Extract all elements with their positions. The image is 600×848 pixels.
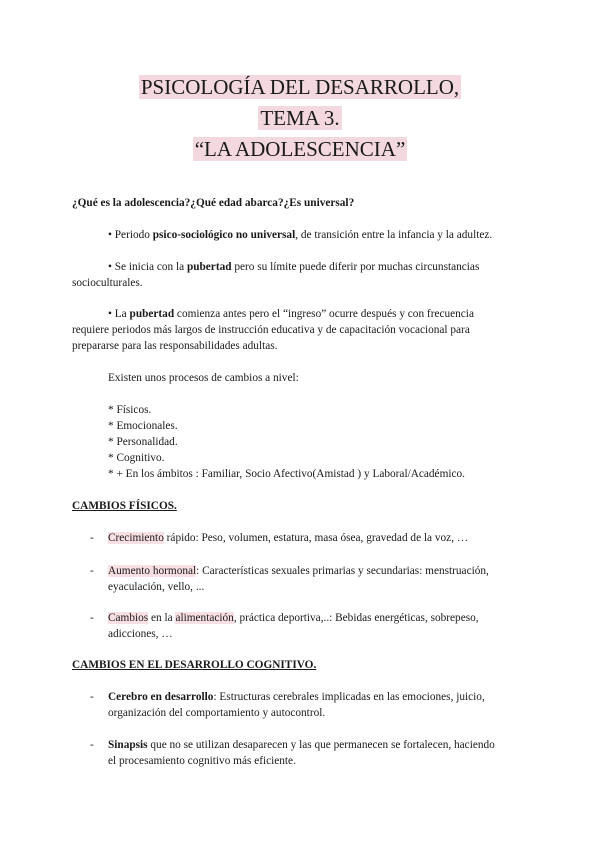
- cognitivo-item-2-line-2: el procesamiento cognitivo más eficiente.: [108, 755, 296, 767]
- cognitivo-item-2: [108, 737, 495, 753]
- process-item: * Personalidad.: [108, 436, 178, 448]
- cognitivo-item-1: [108, 689, 485, 705]
- list-dash: -: [90, 565, 94, 577]
- cognitivo-item-2-text: que no se utilizan desaparecen y las que permanecen se fortalecen, haciendo: [147, 739, 495, 751]
- document-title: [0, 72, 600, 165]
- cognitivo-item-1-bold: Cerebro en desarrollo: [108, 691, 214, 703]
- bullet-3: [108, 306, 474, 322]
- processes-intro: Existen unos procesos de cambios a nivel:: [108, 372, 299, 384]
- bullet-2-line-2: socioculturales.: [72, 277, 143, 289]
- highlight-crecimiento: Crecimiento: [108, 532, 164, 544]
- list-dash: -: [90, 532, 94, 544]
- bullet-2: [108, 259, 479, 275]
- fisicos-item-3-mid: en la: [148, 612, 176, 624]
- cognitivo-item-2-bold: Sinapsis: [108, 739, 148, 751]
- title-line-1: PSICOLOGÍA DEL DESARROLLO,: [140, 75, 460, 99]
- fisicos-item-2-text: : Características sexuales primarias y secundarias: menstruación,: [196, 565, 489, 577]
- list-dash: -: [90, 612, 94, 624]
- bullet-3-bold: pubertad: [129, 308, 175, 320]
- list-dash: -: [90, 691, 94, 703]
- fisicos-item-3-text: , práctica deportiva,..: Bebidas energéticas, sobrepeso,: [233, 612, 479, 624]
- cognitivo-item-1-text: : Estructuras cerebrales implicadas en las emociones, juicio,: [213, 691, 485, 703]
- fisicos-item-3: [108, 610, 479, 626]
- highlight-alimentacion: alimentación: [175, 612, 234, 624]
- bullet-3-text: comienza antes pero el “ingreso” ocurre después y con frecuencia: [174, 308, 474, 320]
- bullet-2-bold: pubertad: [186, 261, 232, 273]
- bullet-1: [108, 227, 492, 243]
- bullet-1-bold: psico-sociológico no universal: [152, 229, 296, 241]
- fisicos-item-2: [108, 563, 489, 579]
- title-line-2: TEMA 3.: [260, 106, 340, 130]
- section-question: [72, 195, 354, 211]
- section-heading-cognitivo: [72, 657, 316, 673]
- fisicos-heading-text: CAMBIOS FÍSICOS.: [72, 500, 177, 512]
- title-line-3: “LA ADOLESCENCIA”: [194, 137, 406, 161]
- process-item: * + En los ámbitos : Familiar, Socio Afectivo(Amistad ) y Laboral/Académico.: [108, 468, 465, 480]
- process-item: * Emocionales.: [108, 420, 178, 432]
- bullet-3-prefix: • La: [108, 308, 130, 320]
- bullet-2-text: pero su límite puede diferir por muchas circunstancias: [231, 261, 480, 273]
- bullet-3-line-3: prepararse para las responsabilidades adultas.: [72, 340, 278, 352]
- fisicos-item-1-text: rápido: Peso, volumen, estatura, masa ósea, gravedad de la voz, …: [163, 532, 469, 544]
- process-item: * Cognitivo.: [108, 452, 165, 464]
- bullet-2-prefix: • Se inicia con la: [108, 261, 187, 273]
- cognitivo-item-1-line-2: organización del comportamiento y autocontrol.: [108, 707, 326, 719]
- cognitivo-heading-text: CAMBIOS EN EL DESARROLLO COGNITIVO.: [72, 659, 317, 671]
- process-item: * Físicos.: [108, 404, 152, 416]
- fisicos-item-1: [108, 530, 468, 546]
- question-text: ¿Qué es la adolescencia?¿Qué edad abarca?¿Es universal?: [72, 197, 355, 209]
- highlight-aumento-hormonal: Aumento hormonal: [108, 565, 197, 577]
- bullet-1-prefix: • Periodo: [108, 229, 153, 241]
- bullet-3-line-2: requiere periodos más largos de instrucción educativa y de capacitación vocacional para: [72, 324, 470, 336]
- fisicos-item-3-line-2: adicciones, …: [108, 628, 173, 640]
- bullet-1-text: , de transición entre la infancia y la adultez.: [295, 229, 493, 241]
- fisicos-item-2-line-2: eyaculación, vello, ...: [108, 581, 205, 593]
- highlight-cambios: Cambios: [108, 612, 149, 624]
- list-dash: -: [90, 739, 94, 751]
- section-heading-fisicos: [72, 498, 177, 514]
